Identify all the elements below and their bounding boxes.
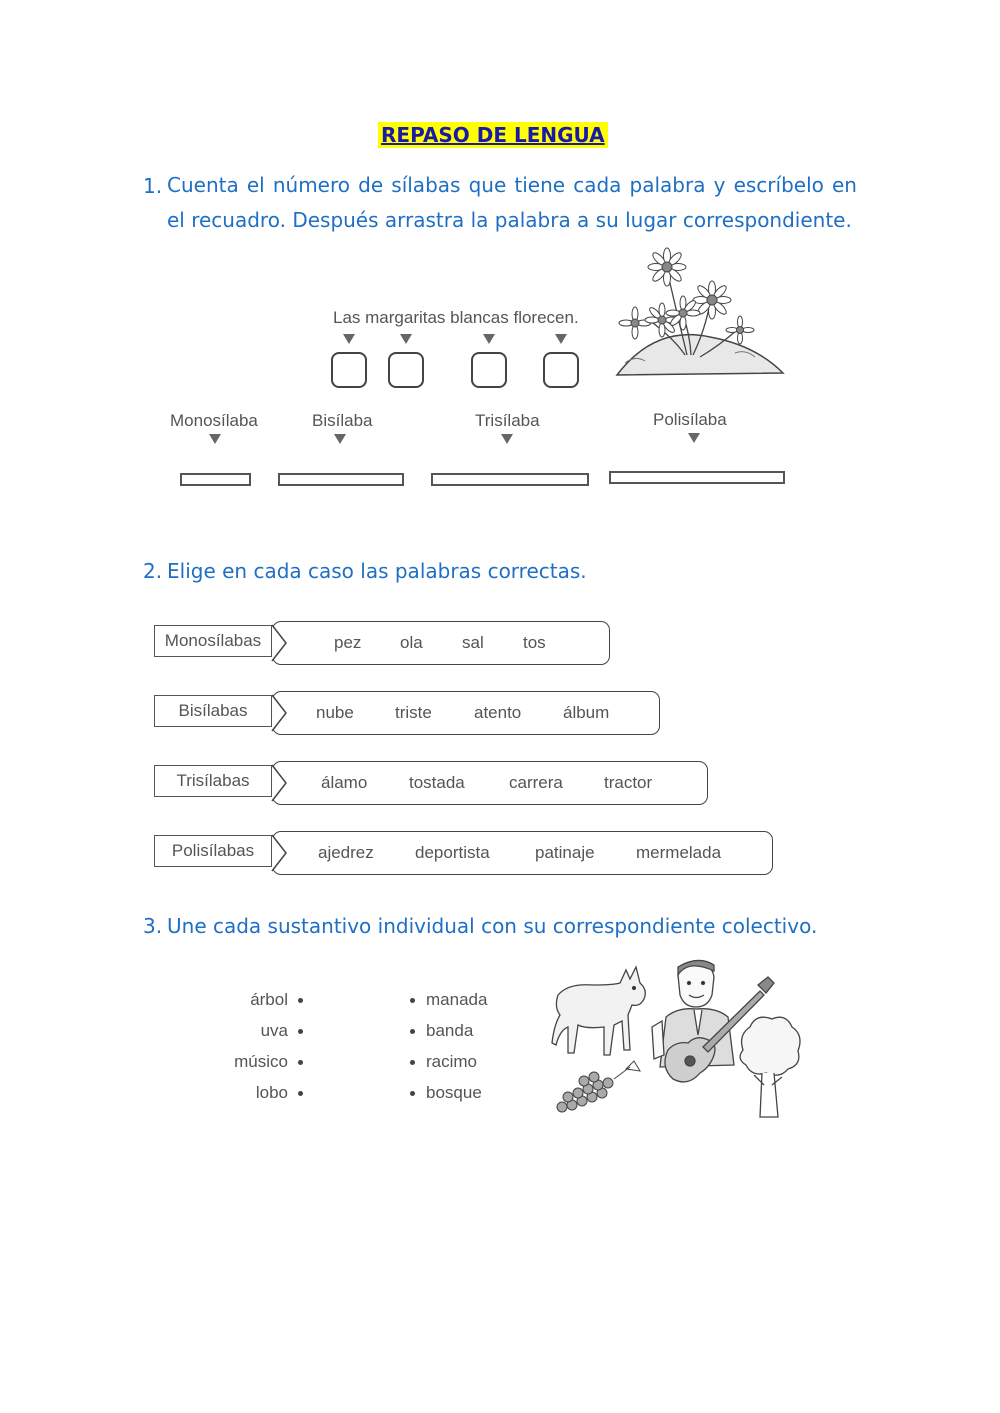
arrow-down-icon: [555, 334, 567, 344]
grapes-icon: [557, 1061, 640, 1112]
word-option[interactable]: sal: [462, 633, 484, 652]
choice-row-monosilabas: [154, 621, 614, 663]
q1-sentence: Las margaritas blancas florecen.: [333, 308, 579, 327]
individual-word: árbol: [250, 990, 288, 1009]
category-trisilaba: Trisílaba: [475, 411, 540, 430]
individual-word: uva: [260, 1021, 288, 1040]
individual-list: [180, 990, 288, 1114]
word-option[interactable]: pez: [334, 633, 362, 652]
choice-row-bisilabas: [154, 691, 664, 733]
individual-word: músico: [234, 1052, 288, 1071]
word-option[interactable]: atento: [474, 703, 522, 722]
page-title: REPASO DE LENGUA: [378, 122, 608, 148]
syllable-count-box[interactable]: [471, 352, 507, 388]
match-dot-right[interactable]: [410, 1091, 415, 1096]
collective-word: banda: [426, 1021, 474, 1040]
category-polisilaba: Polisílaba: [653, 410, 727, 429]
chevron-right-icon: [270, 623, 292, 663]
word-option[interactable]: nube: [316, 703, 354, 722]
chevron-right-icon: [270, 833, 292, 873]
word-option[interactable]: ola: [400, 633, 423, 652]
individual-word: lobo: [255, 1083, 288, 1102]
arrow-down-icon: [209, 434, 221, 444]
chevron-right-icon: [270, 763, 292, 803]
collective-word: manada: [426, 990, 488, 1009]
collective-nouns-illustration: [548, 955, 803, 1125]
q2-number: 2.: [143, 559, 163, 583]
arrow-down-icon: [400, 334, 412, 344]
word-option[interactable]: ajedrez: [318, 843, 374, 862]
match-dot-left[interactable]: [298, 1091, 303, 1096]
match-dot-right[interactable]: [410, 998, 415, 1003]
collective-word: bosque: [426, 1083, 482, 1102]
drop-slot-trisilaba[interactable]: [431, 473, 589, 486]
arrow-down-icon: [343, 334, 355, 344]
q3-instruction: Une cada sustantivo individual con su correspondiente colectivo.: [167, 914, 818, 938]
word-option[interactable]: tractor: [604, 773, 653, 792]
q3-number: 3.: [143, 914, 163, 938]
word-option[interactable]: triste: [395, 703, 432, 722]
collective-word: racimo: [426, 1052, 478, 1071]
match-dot-left[interactable]: [298, 1029, 303, 1034]
category-bisilaba: Bisílaba: [312, 411, 373, 430]
collective-list: [426, 990, 487, 1114]
arrow-down-icon: [483, 334, 495, 344]
word-option[interactable]: mermelada: [636, 843, 722, 862]
match-dot-right[interactable]: [410, 1060, 415, 1065]
chevron-right-icon: [270, 693, 292, 733]
wolf-icon: [552, 967, 645, 1055]
word-option[interactable]: patinaje: [535, 843, 595, 862]
word-option[interactable]: carrera: [509, 773, 563, 792]
word-option[interactable]: tostada: [409, 773, 465, 792]
daisies-illustration: [615, 245, 785, 385]
syllable-count-box[interactable]: [331, 352, 367, 388]
drop-slot-bisilaba[interactable]: [278, 473, 404, 486]
arrow-down-icon: [501, 434, 513, 444]
match-dot-right[interactable]: [410, 1029, 415, 1034]
arrow-down-icon: [334, 434, 346, 444]
arrow-down-icon: [688, 433, 700, 443]
word-option[interactable]: álbum: [563, 703, 610, 722]
word-option[interactable]: álamo: [321, 773, 368, 792]
q1-instruction: Cuenta el número de sílabas que tiene cada palabra y escríbelo en el recuadro. Después arrastra la palabra a su lugar correspondiente.: [167, 173, 857, 232]
q1-number: 1.: [143, 174, 163, 198]
syllable-count-box[interactable]: [388, 352, 424, 388]
category-monosilaba: Monosílaba: [170, 411, 258, 430]
row-label: Polisílabas: [154, 835, 272, 867]
drop-slot-monosilaba[interactable]: [180, 473, 251, 486]
q2-instruction: Elige en cada caso las palabras correctas.: [167, 559, 587, 583]
choice-row-polisilabas: [154, 831, 779, 873]
match-dot-left[interactable]: [298, 998, 303, 1003]
row-label: Trisílabas: [154, 765, 272, 797]
row-label: Bisílabas: [154, 695, 272, 727]
tree-icon: [740, 1017, 800, 1117]
match-dot-left[interactable]: [298, 1060, 303, 1065]
word-option[interactable]: tos: [523, 633, 546, 652]
drop-slot-polisilaba[interactable]: [609, 471, 785, 484]
choice-row-trisilabas: [154, 761, 714, 803]
word-option[interactable]: deportista: [415, 843, 490, 862]
row-label: Monosílabas: [154, 625, 272, 657]
syllable-count-box[interactable]: [543, 352, 579, 388]
